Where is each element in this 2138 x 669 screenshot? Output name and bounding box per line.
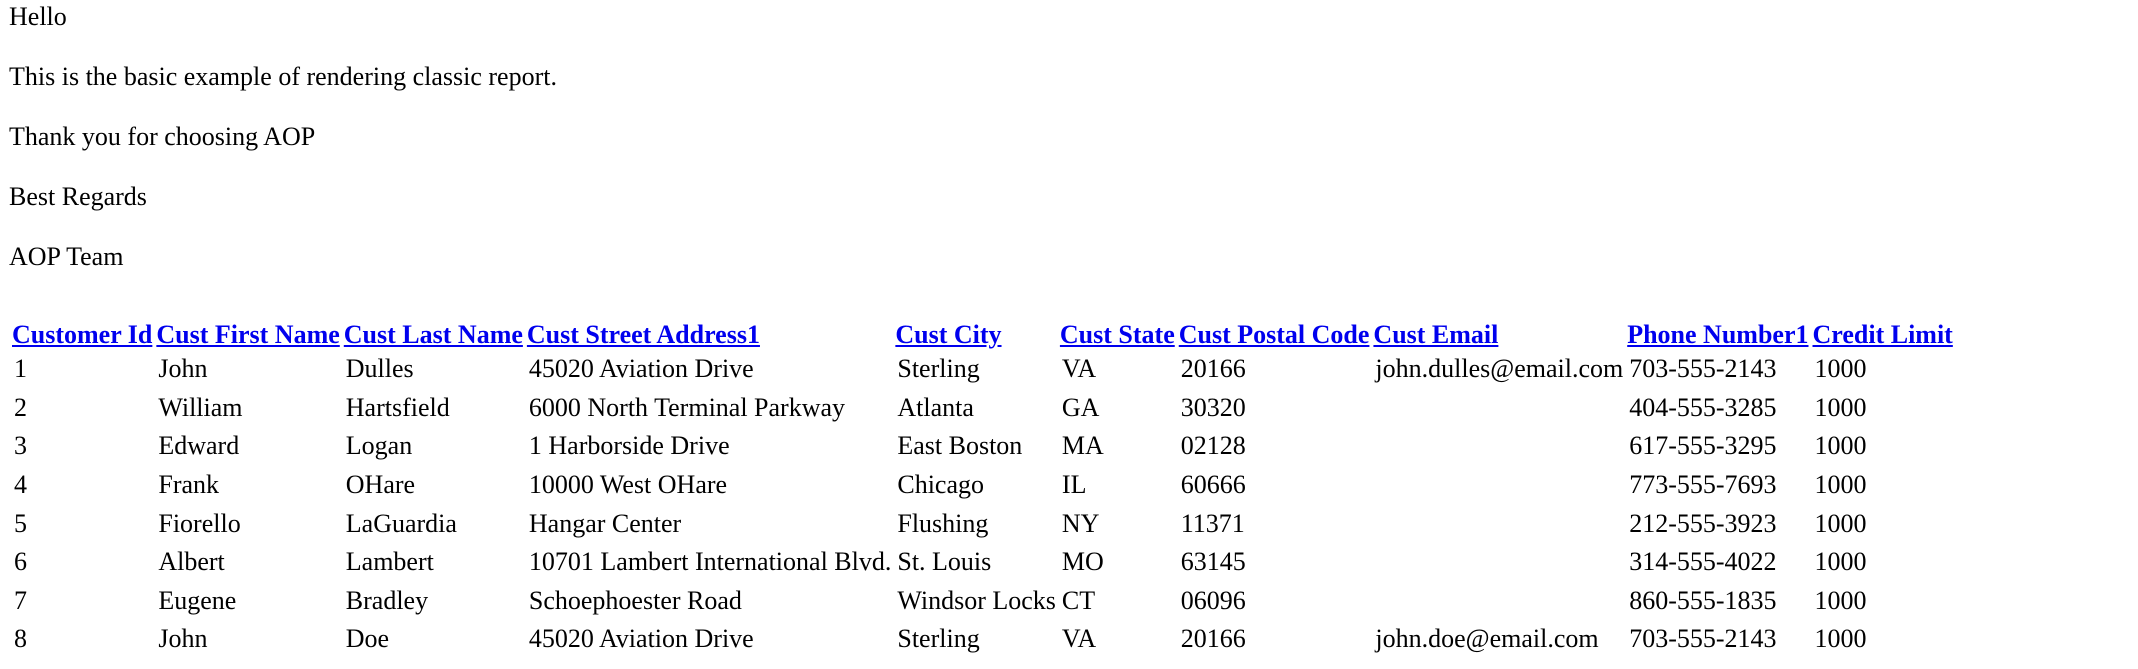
cell-customer-id: 5 xyxy=(14,508,27,538)
table-row xyxy=(12,389,1953,428)
column-header-city xyxy=(895,314,1056,350)
cell-credit-limit: 1000 xyxy=(1814,431,1867,461)
cell-email: john.doe@email.com xyxy=(1375,624,1599,654)
cell-last-name: OHare xyxy=(345,470,416,500)
sort-link-postal-code[interactable]: Cust Postal Code xyxy=(1178,320,1370,349)
cell-postal-code: 20166 xyxy=(1180,354,1246,384)
cell-state: VA xyxy=(1061,354,1097,384)
report-header xyxy=(12,314,1953,350)
cell-last-name: Bradley xyxy=(345,585,429,615)
cell-postal-code: 02128 xyxy=(1180,431,1246,461)
cell-phone: 860-555-1835 xyxy=(1629,585,1777,615)
cell-postal-code: 06096 xyxy=(1180,585,1246,615)
cell-email xyxy=(1373,466,1623,505)
table-row xyxy=(12,466,1953,505)
column-header-credit-limit xyxy=(1813,314,1953,350)
cell-email xyxy=(1373,504,1623,543)
cell-phone: 314-555-4022 xyxy=(1629,547,1777,577)
cell-credit-limit: 1000 xyxy=(1814,585,1867,615)
cell-street-address: 45020 Aviation Drive xyxy=(528,354,754,384)
intro-line: This is the basic example of rendering classic report. xyxy=(9,62,557,91)
cell-customer-id: 2 xyxy=(14,392,27,422)
column-header-email xyxy=(1373,314,1623,350)
table-row xyxy=(12,427,1953,466)
cell-last-name: Lambert xyxy=(345,547,434,577)
cell-email xyxy=(1373,389,1623,428)
cell-city: St. Louis xyxy=(897,547,992,577)
cell-first-name: John xyxy=(158,354,208,384)
cell-last-name: Doe xyxy=(345,624,390,654)
cell-customer-id: 1 xyxy=(14,354,27,384)
cell-postal-code: 11371 xyxy=(1180,508,1245,538)
thanks-line: Thank you for choosing AOP xyxy=(9,122,316,151)
greeting-text: Hello xyxy=(9,2,67,31)
cell-phone: 703-555-2143 xyxy=(1629,624,1777,654)
cell-city: Chicago xyxy=(897,470,985,500)
cell-phone: 404-555-3285 xyxy=(1629,392,1777,422)
cell-email xyxy=(1373,543,1623,582)
cell-first-name: Edward xyxy=(158,431,240,461)
cell-state: CT xyxy=(1061,585,1096,615)
report-body xyxy=(12,350,1953,659)
cell-credit-limit: 1000 xyxy=(1814,392,1867,422)
sort-link-state[interactable]: Cust State xyxy=(1059,320,1175,349)
sort-link-credit-limit[interactable]: Credit Limit xyxy=(1812,320,1953,349)
column-header-customer-id xyxy=(12,314,152,350)
report-header-row xyxy=(12,314,1953,350)
table-row xyxy=(12,582,1953,621)
column-header-street-address xyxy=(527,314,891,350)
cell-city: Flushing xyxy=(897,508,989,538)
cell-customer-id: 3 xyxy=(14,431,27,461)
cell-first-name: William xyxy=(158,392,243,422)
cell-customer-id: 4 xyxy=(14,470,27,500)
cell-state: GA xyxy=(1061,392,1100,422)
sort-link-email[interactable]: Cust Email xyxy=(1373,320,1499,349)
cell-state: MA xyxy=(1061,431,1104,461)
sort-link-last-name[interactable]: Cust Last Name xyxy=(343,320,523,349)
cell-last-name: LaGuardia xyxy=(345,508,457,538)
column-header-last-name xyxy=(344,314,523,350)
cell-first-name: Eugene xyxy=(158,585,237,615)
table-row xyxy=(12,504,1953,543)
cell-phone: 212-555-3923 xyxy=(1629,508,1777,538)
column-header-first-name xyxy=(156,314,339,350)
cell-street-address: Schoephoester Road xyxy=(528,585,742,615)
column-header-state xyxy=(1060,314,1175,350)
sort-link-street-address[interactable]: Cust Street Address1 xyxy=(526,320,760,349)
cell-credit-limit: 1000 xyxy=(1814,508,1867,538)
cell-customer-id: 7 xyxy=(14,585,27,615)
cell-postal-code: 20166 xyxy=(1180,624,1246,654)
cell-city: Windsor Locks xyxy=(897,585,1056,615)
signature-line: AOP Team xyxy=(9,242,124,271)
cell-city: Atlanta xyxy=(897,392,974,422)
cell-street-address: 1 Harborside Drive xyxy=(528,431,730,461)
cell-email: john.dulles@email.com xyxy=(1375,354,1624,384)
cell-phone: 773-555-7693 xyxy=(1629,470,1777,500)
cell-city: East Boston xyxy=(897,431,1023,461)
cell-customer-id: 8 xyxy=(14,624,27,654)
regards-line: Best Regards xyxy=(9,182,147,211)
cell-state: IL xyxy=(1061,470,1087,500)
cell-street-address: Hangar Center xyxy=(528,508,682,538)
sort-link-phone[interactable]: Phone Number1 xyxy=(1627,320,1809,349)
cell-street-address: 10701 Lambert International Blvd. xyxy=(528,547,892,577)
cell-email xyxy=(1373,582,1623,621)
cell-state: NY xyxy=(1061,508,1100,538)
cell-street-address: 45020 Aviation Drive xyxy=(528,624,754,654)
cell-phone: 617-555-3295 xyxy=(1629,431,1777,461)
table-row xyxy=(12,350,1953,389)
cell-email xyxy=(1373,427,1623,466)
cell-first-name: Fiorello xyxy=(158,508,241,538)
cell-credit-limit: 1000 xyxy=(1814,354,1867,384)
classic-report-table xyxy=(8,314,1957,659)
column-header-postal-code xyxy=(1179,314,1370,350)
cell-city: Sterling xyxy=(897,354,980,384)
cell-credit-limit: 1000 xyxy=(1814,624,1867,654)
table-row xyxy=(12,543,1953,582)
cell-first-name: Frank xyxy=(158,470,220,500)
cell-street-address: 6000 North Terminal Parkway xyxy=(528,392,846,422)
cell-credit-limit: 1000 xyxy=(1814,547,1867,577)
cell-postal-code: 63145 xyxy=(1180,547,1246,577)
column-header-phone xyxy=(1627,314,1808,350)
sort-link-city[interactable]: Cust City xyxy=(895,320,1002,349)
cell-city: Sterling xyxy=(897,624,980,654)
cell-state: MO xyxy=(1061,547,1104,577)
cell-street-address: 10000 West OHare xyxy=(528,470,728,500)
cell-postal-code: 60666 xyxy=(1180,470,1246,500)
cell-last-name: Hartsfield xyxy=(345,392,450,422)
cell-customer-id: 6 xyxy=(14,547,27,577)
cell-last-name: Dulles xyxy=(345,354,414,384)
cell-state: VA xyxy=(1061,624,1097,654)
sort-link-first-name[interactable]: Cust First Name xyxy=(156,320,340,349)
table-row xyxy=(12,620,1953,659)
cell-last-name: Logan xyxy=(345,431,413,461)
sort-link-customer-id[interactable]: Customer Id xyxy=(12,320,153,349)
cell-postal-code: 30320 xyxy=(1180,392,1246,422)
cell-first-name: Albert xyxy=(158,547,225,577)
cell-first-name: John xyxy=(158,624,208,654)
cell-credit-limit: 1000 xyxy=(1814,470,1867,500)
cell-phone: 703-555-2143 xyxy=(1629,354,1777,384)
